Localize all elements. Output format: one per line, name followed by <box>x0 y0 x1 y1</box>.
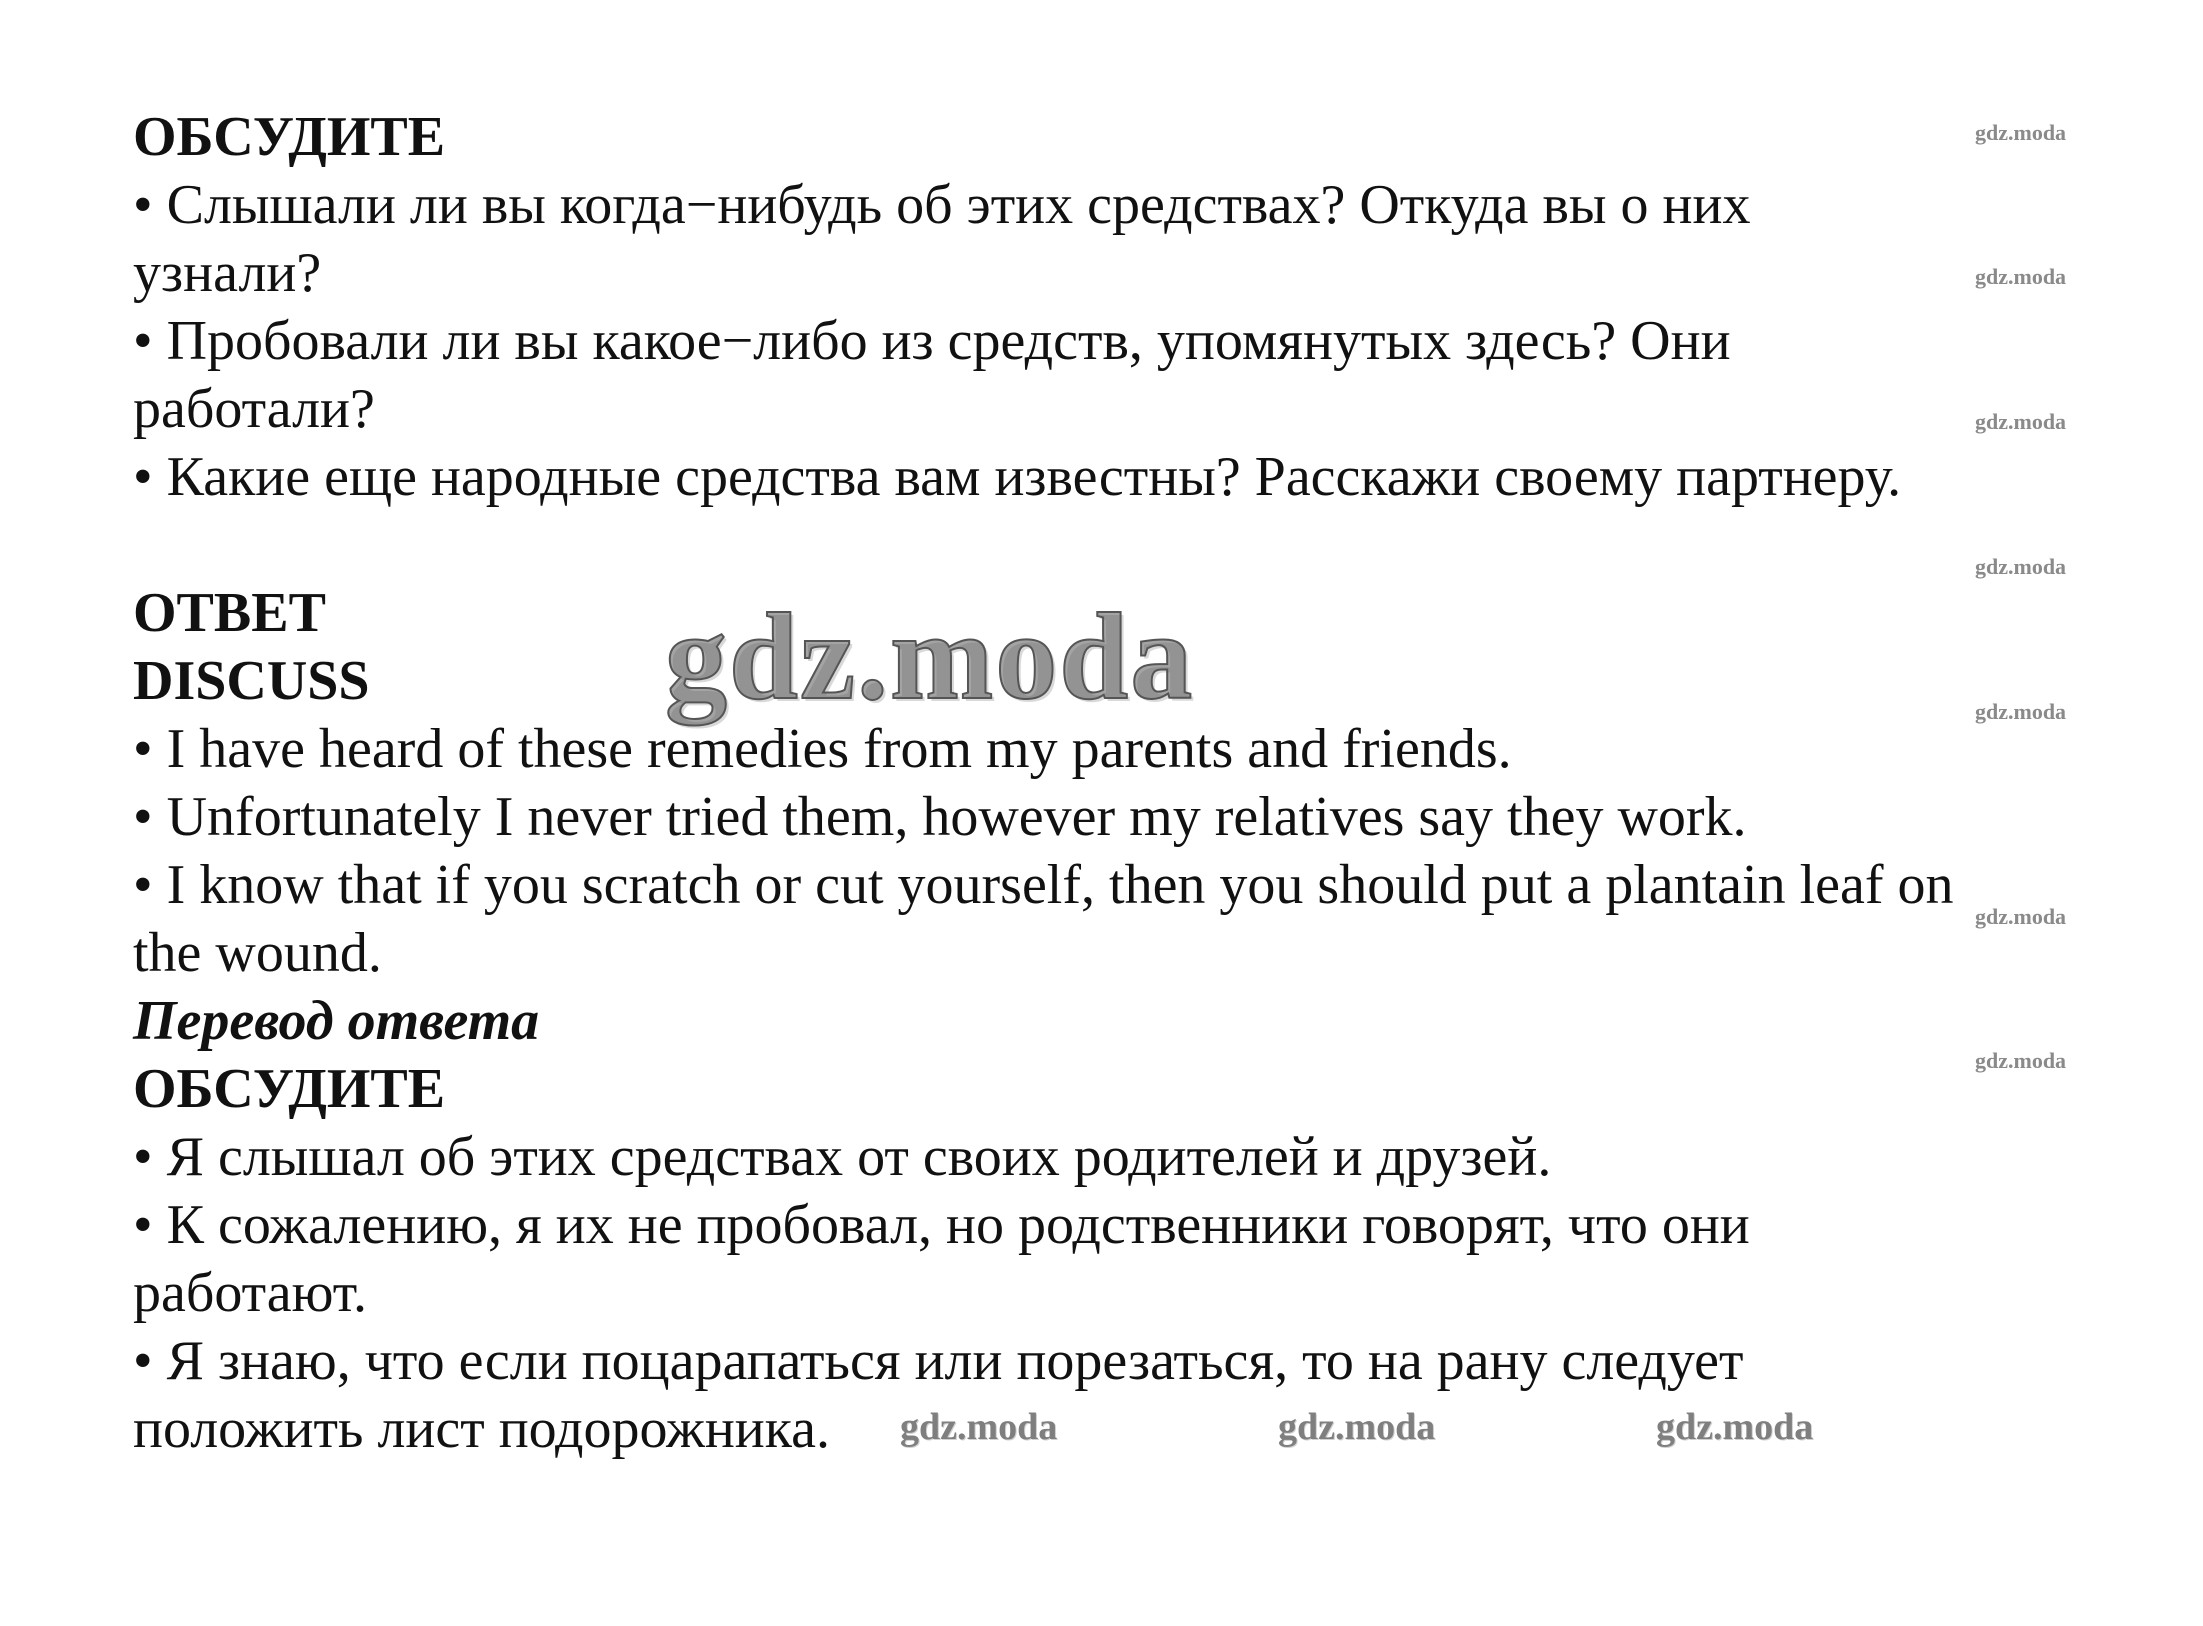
watermark-small: gdz.moda <box>1975 120 2067 145</box>
answer-line: • I have heard of these remedies from my parents and friends. <box>133 718 1512 780</box>
watermark-small: gdz.moda <box>1975 1048 2067 1073</box>
task-line: узнали? <box>133 242 322 304</box>
translation-heading: ОБСУДИТЕ <box>133 1058 446 1120</box>
task-line: работали? <box>133 378 375 440</box>
translation-line: • К сожалению, я их не пробовал, но родственники говорят, что они <box>133 1194 1750 1256</box>
translation-line: работают. <box>133 1262 367 1324</box>
translation-line: • Я знаю, что если поцарапаться или порезаться, то на рану следует <box>133 1330 1744 1392</box>
watermark-small: gdz.moda <box>1975 264 2067 289</box>
task-line: • Слышали ли вы когда−нибудь об этих средствах? Откуда вы о них <box>133 174 1751 236</box>
watermark-small: gdz.moda <box>1975 409 2067 434</box>
watermark-medium: gdz.moda <box>1656 1406 1814 1448</box>
task-heading: ОБСУДИТЕ <box>133 106 446 168</box>
answer-line: • I know that if you scratch or cut yourself, then you should put a plantain leaf on <box>133 854 1954 916</box>
task-line: • Пробовали ли вы какое−либо из средств, упомянутых здесь? Они <box>133 310 1731 372</box>
answer-label: ОТВЕТ <box>133 582 326 644</box>
document-page <box>133 103 2113 1463</box>
watermark-small: gdz.moda <box>1975 904 2067 929</box>
translation-line: положить лист подорожника. <box>133 1398 830 1460</box>
answer-line: • Unfortunately I never tried them, however my relatives say they work. <box>133 786 1747 848</box>
watermark-large: gdz.moda <box>665 588 1195 725</box>
answer-line: the wound. <box>133 922 382 984</box>
translation-label: Перевод ответа <box>133 990 540 1052</box>
watermark-small: gdz.moda <box>1975 699 2067 724</box>
translation-line: • Я слышал об этих средствах от своих родителей и друзей. <box>133 1126 1552 1188</box>
section-gap <box>133 511 2113 579</box>
watermark-medium: gdz.moda <box>1278 1406 1436 1448</box>
answer-heading: DISCUSS <box>133 650 370 712</box>
watermark-medium: gdz.moda <box>900 1406 1058 1448</box>
task-line: • Какие еще народные средства вам известны? Расскажи своему партнеру. <box>133 446 1902 508</box>
watermark-small: gdz.moda <box>1975 554 2067 579</box>
